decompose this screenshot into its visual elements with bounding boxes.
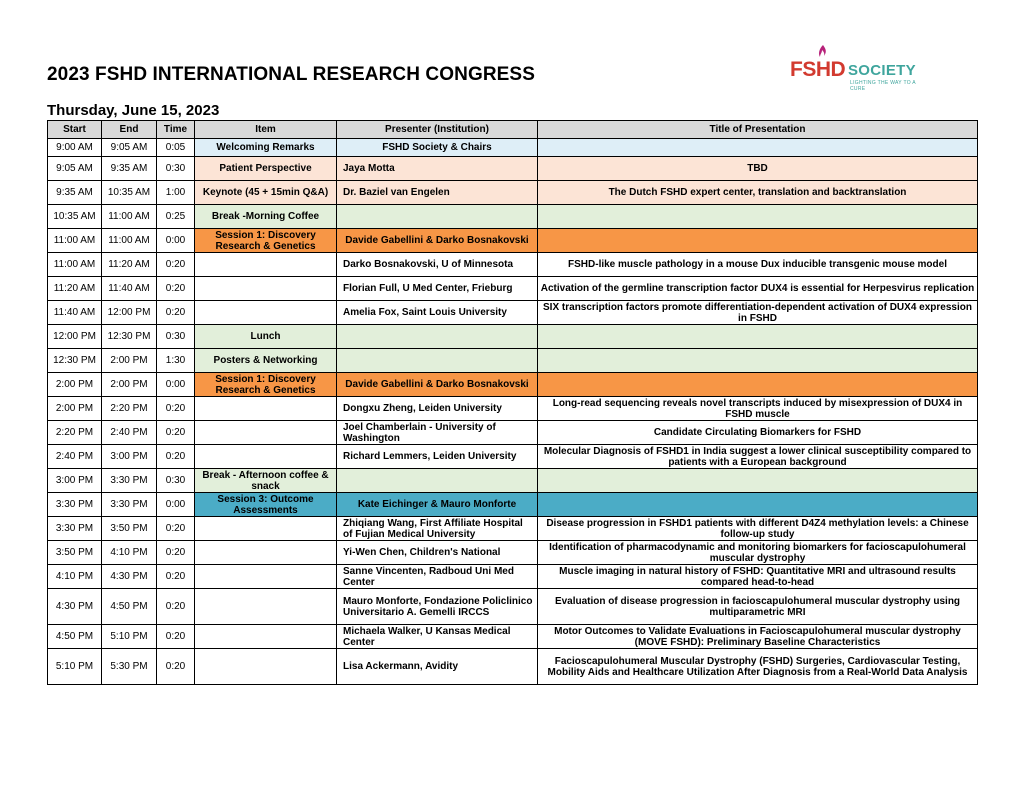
cell-end: 2:20 PM	[102, 397, 157, 421]
table-row	[48, 229, 978, 253]
cell-start: 11:00 AM	[48, 229, 102, 253]
cell-start: 3:30 PM	[48, 493, 102, 517]
logo-tagline: LIGHTING THE WAY TO A CURE	[850, 80, 916, 92]
table-row	[48, 625, 978, 649]
cell-time: 0:20	[157, 589, 195, 625]
cell-title: Long-read sequencing reveals novel transcripts induced by misexpression of DUX4 in FSHD muscle	[538, 397, 978, 421]
cell-item	[195, 517, 337, 541]
cell-item	[195, 253, 337, 277]
cell-title	[538, 469, 978, 493]
cell-title	[538, 139, 978, 157]
table-row	[48, 301, 978, 325]
header-title: Title of Presentation	[538, 121, 978, 139]
schedule-body	[48, 139, 978, 685]
cell-item: Keynote (45 + 15min Q&A)	[195, 181, 337, 205]
cell-item	[195, 277, 337, 301]
cell-start: 4:50 PM	[48, 625, 102, 649]
table-row	[48, 493, 978, 517]
cell-item: Break - Afternoon coffee & snack	[195, 469, 337, 493]
cell-time: 0:00	[157, 373, 195, 397]
cell-time: 0:25	[157, 205, 195, 229]
cell-title: Identification of pharmacodynamic and monitoring biomarkers for facioscapulohumeral muscular dystrophy	[538, 541, 978, 565]
cell-item: Welcoming Remarks	[195, 139, 337, 157]
cell-end: 2:40 PM	[102, 421, 157, 445]
cell-time: 0:30	[157, 469, 195, 493]
cell-item	[195, 589, 337, 625]
cell-start: 4:30 PM	[48, 589, 102, 625]
fshd-society-logo	[788, 44, 928, 92]
cell-presenter: Amelia Fox, Saint Louis University	[337, 301, 538, 325]
cell-time: 0:00	[157, 229, 195, 253]
table-row	[48, 541, 978, 565]
cell-presenter	[337, 469, 538, 493]
cell-start: 3:50 PM	[48, 541, 102, 565]
cell-end: 3:00 PM	[102, 445, 157, 469]
cell-title: SIX transcription factors promote differentiation-dependent activation of DUX4 expression in FSHD	[538, 301, 978, 325]
cell-item: Session 3: Outcome Assessments	[195, 493, 337, 517]
cell-item	[195, 649, 337, 685]
cell-time: 1:00	[157, 181, 195, 205]
cell-start: 3:00 PM	[48, 469, 102, 493]
cell-start: 10:35 AM	[48, 205, 102, 229]
cell-item	[195, 421, 337, 445]
cell-title: Molecular Diagnosis of FSHD1 in India suggest a lower clinical susceptibility compared to patients with a European background	[538, 445, 978, 469]
cell-end: 4:50 PM	[102, 589, 157, 625]
cell-end: 3:30 PM	[102, 469, 157, 493]
cell-title: Motor Outcomes to Validate Evaluations in Facioscapulohumeral muscular dystrophy (MOVE FSHD): Preliminary Baseline Characteristics	[538, 625, 978, 649]
cell-presenter	[337, 205, 538, 229]
cell-time: 0:30	[157, 157, 195, 181]
cell-end: 3:50 PM	[102, 517, 157, 541]
cell-start: 9:05 AM	[48, 157, 102, 181]
cell-presenter: Richard Lemmers, Leiden University	[337, 445, 538, 469]
cell-item	[195, 565, 337, 589]
cell-title: The Dutch FSHD expert center, translation and backtranslation	[538, 181, 978, 205]
cell-title: Evaluation of disease progression in facioscapulohumeral muscular dystrophy using multiparametric MRI	[538, 589, 978, 625]
cell-start: 11:20 AM	[48, 277, 102, 301]
cell-time: 0:20	[157, 253, 195, 277]
logo-society: SOCIETY	[848, 62, 916, 79]
cell-presenter	[337, 325, 538, 349]
cell-time: 0:20	[157, 445, 195, 469]
cell-time: 0:30	[157, 325, 195, 349]
cell-start: 2:00 PM	[48, 397, 102, 421]
cell-presenter: Joel Chamberlain - University of Washington	[337, 421, 538, 445]
cell-end: 10:35 AM	[102, 181, 157, 205]
cell-end: 12:30 PM	[102, 325, 157, 349]
cell-presenter	[337, 349, 538, 373]
cell-title: TBD	[538, 157, 978, 181]
cell-time: 0:20	[157, 517, 195, 541]
cell-title	[538, 349, 978, 373]
table-row	[48, 469, 978, 493]
cell-presenter: Lisa Ackermann, Avidity	[337, 649, 538, 685]
table-row	[48, 565, 978, 589]
header-start: Start	[48, 121, 102, 139]
cell-item: Posters & Networking	[195, 349, 337, 373]
table-row	[48, 253, 978, 277]
cell-start: 9:35 AM	[48, 181, 102, 205]
cell-time: 0:20	[157, 541, 195, 565]
cell-presenter: Davide Gabellini & Darko Bosnakovski	[337, 229, 538, 253]
cell-item	[195, 625, 337, 649]
cell-presenter: Kate Eichinger & Mauro Monforte	[337, 493, 538, 517]
cell-time: 0:20	[157, 625, 195, 649]
cell-title: Disease progression in FSHD1 patients with different D4Z4 methylation levels: a Chinese follow-up study	[538, 517, 978, 541]
cell-presenter: Dongxu Zheng, Leiden University	[337, 397, 538, 421]
cell-start: 12:30 PM	[48, 349, 102, 373]
table-row	[48, 181, 978, 205]
cell-start: 11:40 AM	[48, 301, 102, 325]
cell-time: 0:20	[157, 649, 195, 685]
logo-brand: FSHD	[790, 58, 846, 81]
cell-presenter: Jaya Motta	[337, 157, 538, 181]
cell-end: 9:35 AM	[102, 157, 157, 181]
cell-end: 2:00 PM	[102, 349, 157, 373]
header-row	[48, 121, 978, 139]
cell-item: Session 1: Discovery Research & Genetics	[195, 229, 337, 253]
cell-time: 0:20	[157, 301, 195, 325]
cell-item: Session 1: Discovery Research & Genetics	[195, 373, 337, 397]
cell-item: Break -Morning Coffee	[195, 205, 337, 229]
cell-presenter: Yi-Wen Chen, Children's National	[337, 541, 538, 565]
cell-time: 0:05	[157, 139, 195, 157]
cell-title: FSHD-like muscle pathology in a mouse Dux inducible transgenic mouse model	[538, 253, 978, 277]
cell-time: 0:20	[157, 277, 195, 301]
cell-end: 9:05 AM	[102, 139, 157, 157]
cell-start: 2:00 PM	[48, 373, 102, 397]
cell-time: 1:30	[157, 349, 195, 373]
cell-presenter: Davide Gabellini & Darko Bosnakovski	[337, 373, 538, 397]
cell-title	[538, 229, 978, 253]
cell-presenter: Darko Bosnakovski, U of Minnesota	[337, 253, 538, 277]
cell-item	[195, 301, 337, 325]
table-row	[48, 397, 978, 421]
table-row	[48, 325, 978, 349]
cell-start: 12:00 PM	[48, 325, 102, 349]
cell-title	[538, 205, 978, 229]
cell-time: 0:20	[157, 397, 195, 421]
cell-presenter: Florian Full, U Med Center, Frieburg	[337, 277, 538, 301]
cell-end: 5:10 PM	[102, 625, 157, 649]
cell-presenter: FSHD Society & Chairs	[337, 139, 538, 157]
cell-presenter: Mauro Monforte, Fondazione Policlinico Universitario A. Gemelli IRCCS	[337, 589, 538, 625]
cell-end: 2:00 PM	[102, 373, 157, 397]
cell-start: 5:10 PM	[48, 649, 102, 685]
cell-start: 2:20 PM	[48, 421, 102, 445]
cell-start: 3:30 PM	[48, 517, 102, 541]
document-title: 2023 FSHD INTERNATIONAL RESEARCH CONGRESS	[47, 64, 535, 85]
cell-time: 0:20	[157, 421, 195, 445]
table-row	[48, 349, 978, 373]
cell-end: 12:00 PM	[102, 301, 157, 325]
cell-title: Candidate Circulating Biomarkers for FSHD	[538, 421, 978, 445]
cell-item	[195, 445, 337, 469]
header-presenter: Presenter (Institution)	[337, 121, 538, 139]
header-end: End	[102, 121, 157, 139]
cell-end: 11:40 AM	[102, 277, 157, 301]
cell-item	[195, 541, 337, 565]
cell-presenter: Zhiqiang Wang, First Affiliate Hospital of Fujian Medical University	[337, 517, 538, 541]
cell-title: Facioscapulohumeral Muscular Dystrophy (FSHD) Surgeries, Cardiovascular Testing, Mobility Aids and Healthcare Utilization After Diagnosis from a Real-World Data Analysis	[538, 649, 978, 685]
cell-title	[538, 325, 978, 349]
cell-end: 11:00 AM	[102, 229, 157, 253]
cell-time: 0:20	[157, 565, 195, 589]
cell-title	[538, 493, 978, 517]
cell-time: 0:00	[157, 493, 195, 517]
cell-title	[538, 373, 978, 397]
cell-item: Lunch	[195, 325, 337, 349]
cell-presenter: Dr. Baziel van Engelen	[337, 181, 538, 205]
cell-presenter: Sanne Vincenten, Radboud Uni Med Center	[337, 565, 538, 589]
table-row	[48, 649, 978, 685]
table-row	[48, 445, 978, 469]
schedule-table	[47, 120, 978, 685]
cell-end: 4:10 PM	[102, 541, 157, 565]
cell-item	[195, 397, 337, 421]
cell-start: 9:00 AM	[48, 139, 102, 157]
cell-end: 11:20 AM	[102, 253, 157, 277]
table-row	[48, 157, 978, 181]
table-row	[48, 589, 978, 625]
cell-end: 11:00 AM	[102, 205, 157, 229]
cell-item: Patient Perspective	[195, 157, 337, 181]
cell-start: 2:40 PM	[48, 445, 102, 469]
cell-end: 3:30 PM	[102, 493, 157, 517]
table-row	[48, 517, 978, 541]
cell-start: 11:00 AM	[48, 253, 102, 277]
cell-presenter: Michaela Walker, U Kansas Medical Center	[337, 625, 538, 649]
cell-title: Activation of the germline transcription factor DUX4 is essential for Herpesvirus replication	[538, 277, 978, 301]
cell-start: 4:10 PM	[48, 565, 102, 589]
header-time: Time	[157, 121, 195, 139]
cell-end: 5:30 PM	[102, 649, 157, 685]
cell-end: 4:30 PM	[102, 565, 157, 589]
table-row	[48, 421, 978, 445]
table-row	[48, 205, 978, 229]
table-row	[48, 277, 978, 301]
table-row	[48, 139, 978, 157]
day-title: Thursday, June 15, 2023	[47, 102, 220, 119]
cell-title: Muscle imaging in natural history of FSHD: Quantitative MRI and ultrasound results compared head-to-head	[538, 565, 978, 589]
table-row	[48, 373, 978, 397]
header-item: Item	[195, 121, 337, 139]
